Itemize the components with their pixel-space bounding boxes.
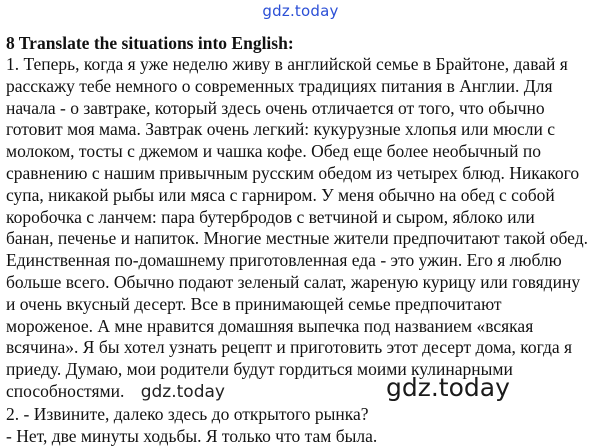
text-line: приеду. Думаю, мои родители будут гордиться моими кулинарными	[6, 359, 513, 380]
text-line: Единственная по-домашнему приготовленная еда - это ужин. Его я люблю	[6, 250, 562, 271]
text-line: и очень вкусный десерт. Все в принимающей семье предпочитают	[6, 293, 502, 314]
watermark-large: gdz.today	[386, 373, 510, 402]
exercise-heading: 8 Translate the situations into English:	[6, 33, 294, 53]
text-line: способностями.	[6, 380, 125, 401]
text-line: больше всего. Обычно подают зеленый салат, жареную курицу или говядину	[6, 271, 581, 292]
text-line: супа, никакой рыбы или мяса с гарниром. У меня обычно на обед с собой	[6, 184, 555, 205]
text-line: 2. - Извините, далеко здесь до открытого рынка?	[6, 403, 369, 424]
text-line: 1. Теперь, когда я уже неделю живу в английской семье в Брайтоне, давай я	[6, 54, 568, 74]
text-line: сравнению с нашим привычным русским обедом из четырех блюд. Никакого	[6, 162, 580, 183]
text-line: мороженое. А мне нравится домашняя выпечка под названием «всякая	[6, 315, 534, 336]
text-line: коробочка с ланчем: пара бутербродов с ветчиной и сыром, яблоко или	[6, 206, 535, 227]
text-line: расскажу тебе немного о современных традициях питания в Англии. Для	[6, 75, 553, 96]
text-line: готовит моя мама. Завтрак очень легкий: кукурузные хлопья или мюсли с	[6, 119, 555, 140]
watermark-inline: gdz.today	[140, 381, 225, 402]
text-line: молоком, тосты с джемом и чашка кофе. Обед еще более необычный по	[6, 141, 541, 162]
text-line: всячина». Я бы хотел узнать рецепт и приготовить этот десерт дома, когда я	[6, 337, 573, 358]
text-line: банан, печенье и напиток. Многие местные жители предпочитают такой обед.	[6, 228, 588, 249]
watermark-top: gdz.today	[262, 2, 339, 20]
text-line: начала - о завтраке, который здесь очень отличается от того, что обычно	[6, 97, 545, 118]
text-line: - Нет, две минуты ходьбы. Я только что там была.	[6, 425, 378, 446]
